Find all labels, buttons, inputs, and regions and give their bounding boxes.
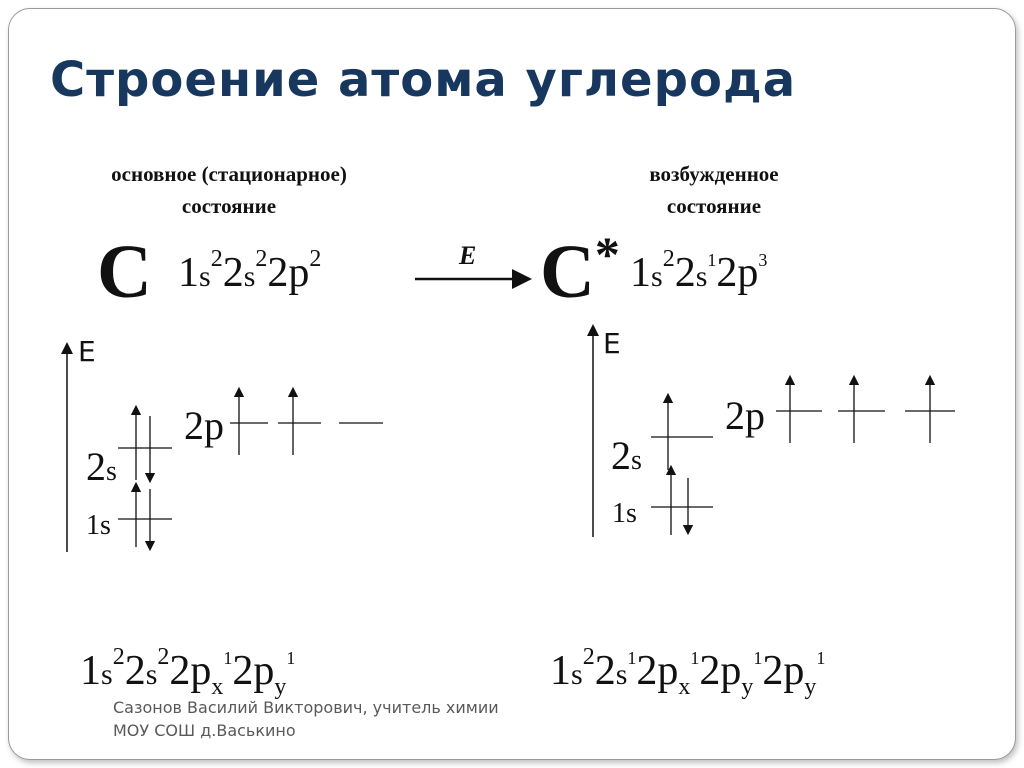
author-footer-line1: Сазонов Василий Викторович, учитель химии	[113, 698, 499, 717]
excited-2s-label: 2s	[611, 433, 642, 478]
ground-2p-label: 2p	[184, 403, 224, 448]
excited-star: *	[594, 226, 620, 282]
ground-short-config: $1s^22s^22p^2$	[178, 246, 322, 296]
excited-state-label-line1: возбужденное	[649, 162, 779, 186]
ground-state-label-line2: состояние	[181, 194, 277, 218]
author-footer-line2: МОУ СОШ д.Васькино	[113, 721, 296, 740]
excited-element-symbol: С*	[540, 226, 620, 314]
ground-2s-label: 2s	[86, 444, 117, 489]
ground-full-config: $1s^22s^22p_x^12p_y^1$	[80, 644, 296, 700]
excited-energy-axis-label: E	[603, 327, 621, 360]
excited-1s-label: 1s	[612, 498, 637, 529]
ground-1s-label: 1s	[86, 510, 111, 541]
excited-short-config: $1s^22s^12p^3$	[630, 246, 768, 296]
author-footer	[113, 696, 499, 742]
slide-title: Строение атома углерода	[50, 52, 797, 108]
excitation-energy-label: E	[459, 241, 477, 270]
ground-state-label-line1: основное (стационарное)	[111, 162, 347, 186]
excited-2p-label: 2p	[725, 393, 765, 438]
ground-energy-axis-label: E	[78, 335, 96, 368]
ground-element-symbol: С	[97, 230, 152, 314]
excited-state-label-line2: состояние	[666, 194, 762, 218]
excited-full-config: $1s^22s^12p_x^12p_y^12p_y^1$	[550, 644, 826, 700]
